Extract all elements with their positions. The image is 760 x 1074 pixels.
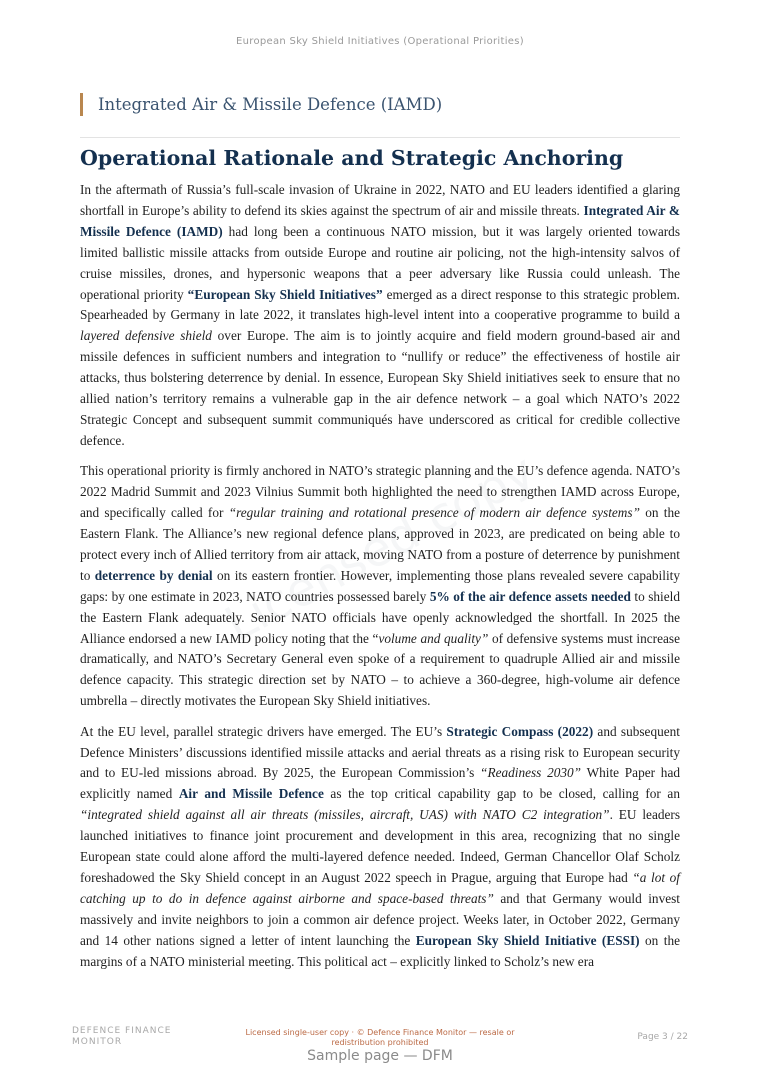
license-notice: Licensed single-user copy · © Defence Finance Monitor — resale or redistribution prohibited xyxy=(245,1028,515,1047)
section-label: Integrated Air & Missile Defence (IAMD) xyxy=(80,93,442,116)
sample-label: Sample page — DFM xyxy=(307,1048,453,1064)
emphasis: Strategic Compass (2022) xyxy=(446,723,594,739)
running-header: European Sky Shield Initiatives (Operational Priorities) xyxy=(236,36,524,47)
quote: “a lot of catching up to do in defence against airborne and space-based threats” xyxy=(80,870,680,906)
quote: “Readiness 2030” xyxy=(480,765,582,781)
quote: volume and quality” xyxy=(378,630,489,646)
emphasis: deterrence by denial xyxy=(94,567,213,583)
section-divider xyxy=(80,137,680,138)
emphasis: “European Sky Shield Initiatives” xyxy=(187,286,383,302)
quote: “integrated shield against all air threats (missiles, aircraft, UAS) with NATO C2 integration” xyxy=(80,807,610,823)
publisher-name: DEFENCE FINANCE MONITOR xyxy=(72,1026,172,1047)
body-paragraph: At the EU level, parallel strategic drivers have emerged. The EU’s Strategic Compass (2022) and subsequent Defence Ministers’ discussions identified missile attacks and aerial threats as a rising risk to European security and to EU-led missions abroad. By 2025, the European Commission’s “Readiness 2030” White Paper had explicitly named Air and Missile Defence as the top critical capability gap to be closed, calling for an “integrated shield against all air threats (missiles, aircraft, UAS) with NATO C2 integration”. EU leaders launched initiatives to finance joint procurement and development in this area, recognizing that no single European state could alone afford the multi-layered defence needed. Indeed, German Chancellor Olaf Scholz foreshadowed the Sky Shield concept in an August 2022 speech in Prague, arguing that Europe had “a lot of catching up to do in defence against airborne and space-based threats” and that Germany would invest massively and invite neighbors to join a common air defence project. Weeks later, in October 2022, Germany and 14 other nations signed a letter of intent launching the European Sky Shield Initiative (ESSI) on the margins of a NATO ministerial meeting. This political act – explicitly linked to Scholz’s new era xyxy=(80,723,680,969)
body-paragraph: In the aftermath of Russia’s full-scale invasion of Ukraine in 2022, NATO and EU leaders identified a glaring shortfall in Europe’s ability to defend its skies against the spectrum of air and missile threats. Integrated Air & Missile Defence (IAMD) had long been a continuous NATO mission, but it was largely oriented towards limited ballistic missile attacks from outside Europe and routine air policing, not the high-intensity salvos of cruise missiles, drones, and hypersonic weapons that a peer adversary like Russia could unleash. The operational priority “European Sky Shield Initiatives” emerged as a direct response to this strategic problem. Spearheaded by Germany in late 2022, it translates high-level intent into a cooperative programme to build a layered defensive shield over Europe. The aim is to jointly acquire and field modern ground-based air and missile defences in sufficient numbers and integration to “nullify or reduce” the effectiveness of hostile air attacks, thus bolstering deterrence by denial. In essence, European Sky Shield initiatives seek to ensure that no allied nation’s territory remains a vulnerable gap in the air defence network – a goal which NATO’s 2022 Strategic Concept and subsequent summit communiqués have underscored as critical for credible collective defence. xyxy=(80,182,681,448)
main-content xyxy=(80,144,680,973)
page-number: Page 3 / 22 xyxy=(637,1032,688,1042)
emphasis: European Sky Shield Initiative (ESSI) xyxy=(415,932,640,948)
quote: “regular training and rotational presence of modern air defence systems” xyxy=(228,505,640,521)
body-paragraph: This operational priority is firmly anchored in NATO’s strategic planning and the EU’s defence agenda. NATO’s 2022 Madrid Summit and 2023 Vilnius Summit both highlighted the need to strengthen IAMD across Europe, and specifically called for “regular training and rotational presence of modern air defence systems” on the Eastern Flank. The Alliance’s new regional defence plans, approved in 2023, are predicated on being able to protect every inch of Allied territory from air attack, moving NATO from a posture of deterrence by punishment to deterrence by denial on its eastern frontier. However, implementing those plans revealed severe capability gaps: by one estimate in 2023, NATO countries possessed barely 5% of the air defence assets needed to shield the Eastern Flank adequately. Senior NATO officials have openly acknowledged the shortfall. In 2025 the Alliance endorsed a new IAMD policy noting that the “volume and quality” of defensive systems must increase dramatically, and NATO’s Secretary General even spoke of a requirement to quadruple Allied air and missile defence capacity. This strategic direction set by NATO – to achieve a 360-degree, high-volume air defence umbrella – directly motivates the European Sky Shield initiatives. xyxy=(80,463,680,709)
page-heading: Operational Rationale and Strategic Anchoring xyxy=(80,146,624,170)
emphasis: 5% of the air defence assets needed xyxy=(429,588,631,604)
emphasis: Integrated Air & Missile Defence (IAMD) xyxy=(80,202,680,239)
emphasis: Air and Missile Defence xyxy=(178,786,324,802)
italic-phrase: layered defensive shield xyxy=(80,328,212,344)
